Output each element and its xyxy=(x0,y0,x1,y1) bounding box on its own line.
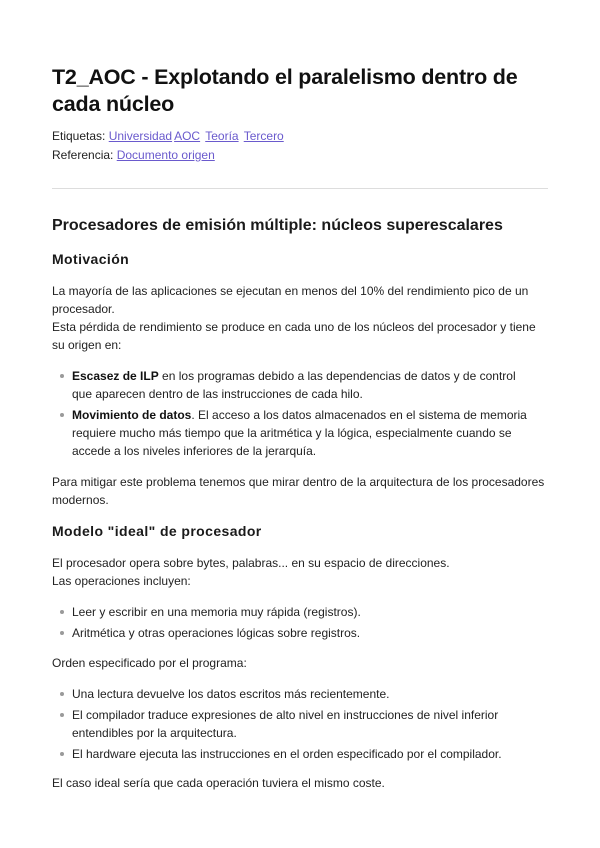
list-item xyxy=(52,624,548,642)
tag-link-teoria[interactable]: Teoría xyxy=(205,129,239,143)
section-heading-superscalar: Procesadores de emisión múltiple: núcleos superescalares xyxy=(52,217,503,234)
bullet-dot-icon xyxy=(60,692,64,696)
tags-label: Etiquetas: xyxy=(52,129,106,143)
motivation-conclusion: Para mitigar este problema tenemos que mirar dentro de la arquitectura de los procesadores modernos. xyxy=(52,475,545,507)
tag-link-universidad[interactable]: Universidad xyxy=(108,129,173,143)
order-label: Orden especificado por el programa: xyxy=(52,656,247,670)
motivation-line-1: La mayoría de las aplicaciones se ejecutan en menos del 10% del rendimiento pico de un procesador. xyxy=(52,284,529,316)
order-bullet-list xyxy=(52,685,548,766)
list-item xyxy=(52,706,548,742)
bullet-dot-icon xyxy=(60,713,64,717)
reference-link[interactable]: Documento origen xyxy=(116,148,215,162)
bullet-text: Aritmética y otras operaciones lógicas sobre registros. xyxy=(72,626,361,640)
motivation-line-2: Esta pérdida de rendimiento se produce en cada uno de los núcleos del procesador y tiene su origen en: xyxy=(52,320,536,352)
operations-bullet-list xyxy=(52,603,548,645)
reference-row xyxy=(52,147,217,163)
list-item xyxy=(52,685,548,703)
bullet-text: El compilador traduce expresiones de alto nivel en instrucciones de nivel inferior entendibles por la arquitectura. xyxy=(72,708,499,740)
bullet-text: Una lectura devuelve los datos escritos más recientemente. xyxy=(72,687,390,701)
tag-link-aoc[interactable]: AOC xyxy=(174,129,201,143)
closing-paragraph: El caso ideal sería que cada operación tuviera el mismo coste. xyxy=(52,776,385,790)
ideal-model-intro xyxy=(52,554,548,590)
list-item xyxy=(52,603,548,621)
list-item xyxy=(52,367,548,403)
bullet-dot-icon xyxy=(60,374,64,378)
bullet-text: en los programas debido a las dependencias de datos y de control que aparecen dentro de las instrucciones de cada hilo. xyxy=(72,369,516,401)
tag-link-tercero[interactable]: Tercero xyxy=(243,129,284,143)
motivation-bullet-list xyxy=(52,367,548,463)
bullet-dot-icon xyxy=(60,610,64,614)
list-item xyxy=(52,406,548,460)
subheading-ideal-model: Modelo "ideal" de procesador xyxy=(52,523,262,539)
motivation-paragraph xyxy=(52,282,548,354)
bullet-bold-term: Escasez de ILP xyxy=(72,369,159,383)
bullet-dot-icon xyxy=(60,631,64,635)
list-item xyxy=(52,745,548,763)
bullet-text: Leer y escribir en una memoria muy rápida (registros). xyxy=(72,605,361,619)
header-divider xyxy=(52,188,548,189)
bullet-text: El hardware ejecuta las instrucciones en el orden especificado por el compilador. xyxy=(72,747,502,761)
bullet-dot-icon xyxy=(60,752,64,756)
page-title: T2_AOC - Explotando el paralelismo dentro de cada núcleo xyxy=(52,65,518,116)
bullet-text: . El acceso a los datos almacenados en el sistema de memoria requiere mucho más tiempo que la aritmética y la lógica, especialmente cuando se accede a los niveles inferiores de la jerarquía. xyxy=(72,408,527,458)
tags-row xyxy=(52,128,286,144)
bullet-dot-icon xyxy=(60,413,64,417)
subheading-motivation: Motivación xyxy=(52,251,130,267)
ideal-intro-line-2: Las operaciones incluyen: xyxy=(52,574,191,588)
ideal-intro-line-1: El procesador opera sobre bytes, palabras... en su espacio de direcciones. xyxy=(52,556,450,570)
reference-label: Referencia: xyxy=(52,148,114,162)
bullet-bold-term: Movimiento de datos xyxy=(72,408,192,422)
